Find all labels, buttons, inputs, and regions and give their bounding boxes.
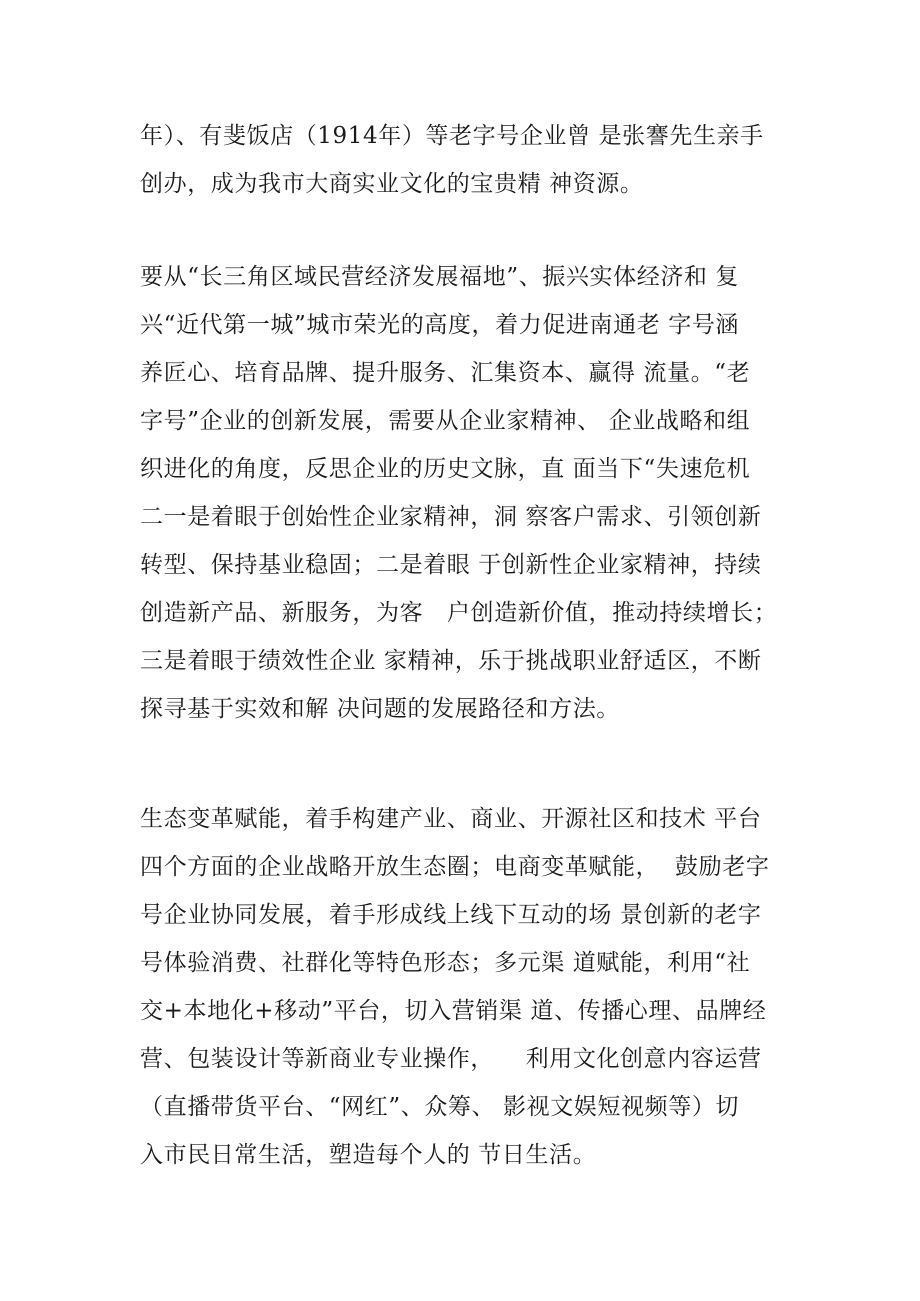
text-line: 二一是着眼于创始性企业家精神，洞 察客户需求、引领创新: [140, 504, 762, 530]
text-line: 转型、保持基业稳固；二是着眼 于创新性企业家精神，持续: [140, 552, 762, 578]
paragraph-3: [140, 795, 800, 1179]
text-line: 交+本地化+移动”平台，切入营销渠 道、传播心理、品牌经: [140, 998, 767, 1024]
paragraph-2: [140, 253, 800, 733]
text-line: 要从“长三角区域民营经济发展福地”、振兴实体经济和 复: [140, 264, 740, 290]
text-line: 入市民日常生活，塑造每个人的 节日生活。: [140, 1142, 597, 1168]
text-line: 养匠心、培育品牌、提升服务、汇集资本、赢得 流量。“老: [140, 360, 751, 386]
text-line: 生态变革赋能，着手构建产业、商业、开源社区和技术 平台: [140, 806, 762, 832]
text-line: 年）、有斐饭店（1914年）等老字号企业曾 是张謇先生亲手: [140, 123, 764, 149]
text-line: 号体验消费、社群化等特色形态；多元渠 道赋能，利用“社: [140, 950, 751, 976]
text-line: 号企业协同发展，着手形成线上线下互动的场 景创新的老字: [140, 902, 762, 928]
text-line: 营、包装设计等新商业专业操作， 利用文化创意内容运营: [140, 1046, 762, 1072]
text-line: 创造新产品、新服务，为客 户创造新价值，推动持续增长；: [140, 600, 778, 626]
text-line: 创办，成为我市大商实业文化的宝贵精 神资源。: [140, 171, 644, 197]
paragraph-1: [140, 112, 800, 208]
text-line: 字号”企业的创新发展，需要从企业家精神、 企业战略和组: [140, 408, 751, 434]
text-line: 织进化的角度，反思企业的历史文脉，直 面当下“失速危机: [140, 456, 751, 482]
text-line: 三是着眼于绩效性企业 家精神，乐于挑战职业舒适区，不断: [140, 648, 762, 674]
text-line: 探寻基于实效和解 决问题的发展路径和方法。: [140, 696, 620, 722]
text-line: （直播带货平台、“网红”、众筹、 影视文娱短视频等）切: [140, 1094, 740, 1120]
text-line: 兴“近代第一城”城市荣光的高度，着力促进南通老 字号涵: [140, 312, 740, 338]
text-line: 四个方面的企业战略开放生态圈；电商变革赋能， 鼓励老字: [140, 854, 770, 880]
